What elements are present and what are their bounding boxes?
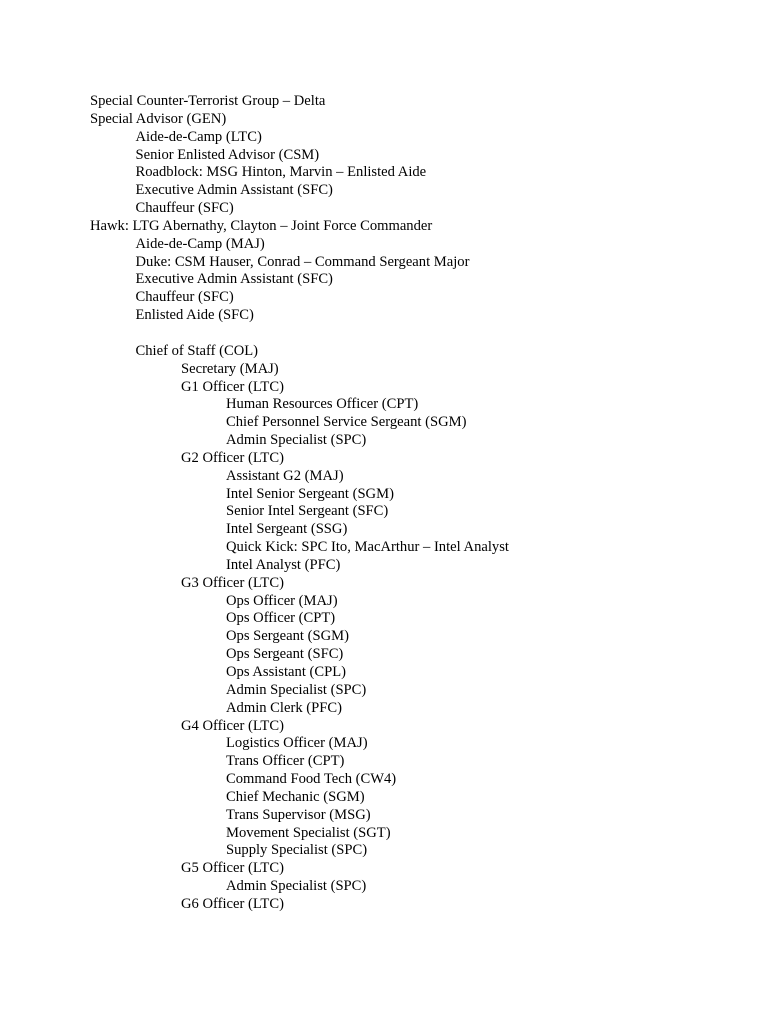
outline-line-level-2: Secretary (MAJ) (181, 360, 279, 377)
outline-line-level-3: Ops Sergeant (SGM) (226, 628, 349, 645)
outline-line-level-3: Trans Supervisor (MSG) (226, 806, 371, 823)
outline-line-level-1: Senior Enlisted Advisor (CSM) (135, 146, 320, 163)
outline-line-level-3: Supply Specialist (SPC) (226, 842, 368, 859)
outline-line-level-3: Quick Kick: SPC Ito, MacArthur – Intel Analyst (226, 539, 509, 556)
outline-line-level-1: Chauffeur (SFC) (135, 200, 234, 217)
outline-line-level-2: G5 Officer (LTC) (181, 860, 284, 877)
outline-line-level-3: Assistant G2 (MAJ) (226, 467, 344, 484)
outline-line-level-3: Intel Sergeant (SSG) (226, 521, 348, 538)
outline-line-level-1: Chief of Staff (COL) (135, 342, 259, 359)
outline-line-level-3: Chief Personnel Service Sergeant (SGM) (226, 414, 467, 431)
outline-line-level-2: G4 Officer (LTC) (181, 717, 284, 734)
outline-line-level-3: Logistics Officer (MAJ) (226, 735, 368, 752)
outline-line-level-3: Movement Specialist (SGT) (226, 824, 391, 841)
outline-line-level-0: Special Counter-Terrorist Group – Delta (90, 93, 326, 109)
outline-line-level-1: Executive Admin Assistant (SFC) (135, 182, 333, 199)
outline-line-level-2: G3 Officer (LTC) (181, 574, 284, 591)
outline-line-level-1: Enlisted Aide (SFC) (135, 307, 254, 324)
outline-line-level-3: Intel Senior Sergeant (SGM) (226, 485, 394, 502)
outline-line-level-1: Chauffeur (SFC) (135, 289, 234, 306)
outline-line-level-1: Duke: CSM Hauser, Conrad – Command Sergeant Major (135, 253, 470, 270)
outline-line-level-3: Trans Officer (CPT) (226, 753, 345, 770)
outline-line-level-3: Ops Assistant (CPL) (226, 664, 347, 680)
outline-line-level-3: Ops Sergeant (SFC) (226, 646, 344, 663)
outline-line-level-3: Senior Intel Sergeant (SFC) (226, 503, 389, 520)
outline-line-level-3: Intel Analyst (PFC) (226, 556, 341, 573)
outline-line-level-1: Executive Admin Assistant (SFC) (135, 271, 333, 288)
outline-line-level-3: Ops Officer (CPT) (226, 610, 336, 627)
outline-line-level-1: Aide-de-Camp (MAJ) (135, 235, 265, 252)
outline-line-level-3: Human Resources Officer (CPT) (226, 396, 419, 413)
org-chart-outline (90, 93, 730, 914)
outline-line-level-3: Ops Officer (MAJ) (226, 592, 338, 609)
outline-line-level-3: Chief Mechanic (SGM) (226, 788, 365, 805)
outline-line-level-3: Admin Specialist (SPC) (226, 432, 367, 449)
outline-line-level-2: G1 Officer (LTC) (181, 378, 284, 395)
blank-line (90, 325, 730, 343)
outline-line-level-3: Command Food Tech (CW4) (226, 771, 397, 788)
outline-line-level-0: Hawk: LTG Abernathy, Clayton – Joint Force Commander (90, 217, 433, 234)
outline-line-level-2: G2 Officer (LTC) (181, 449, 284, 466)
outline-line-level-0: Special Advisor (GEN) (90, 110, 227, 127)
outline-line-level-2: G6 Officer (LTC) (181, 895, 284, 912)
outline-line-level-1: Aide-de-Camp (LTC) (135, 128, 262, 145)
outline-line-level-3: Admin Clerk (PFC) (226, 699, 342, 716)
outline-line-level-3: Admin Specialist (SPC) (226, 878, 367, 895)
outline-line-level-3: Admin Specialist (SPC) (226, 681, 367, 698)
outline-line-level-1: Roadblock: MSG Hinton, Marvin – Enlisted Aide (135, 164, 427, 181)
